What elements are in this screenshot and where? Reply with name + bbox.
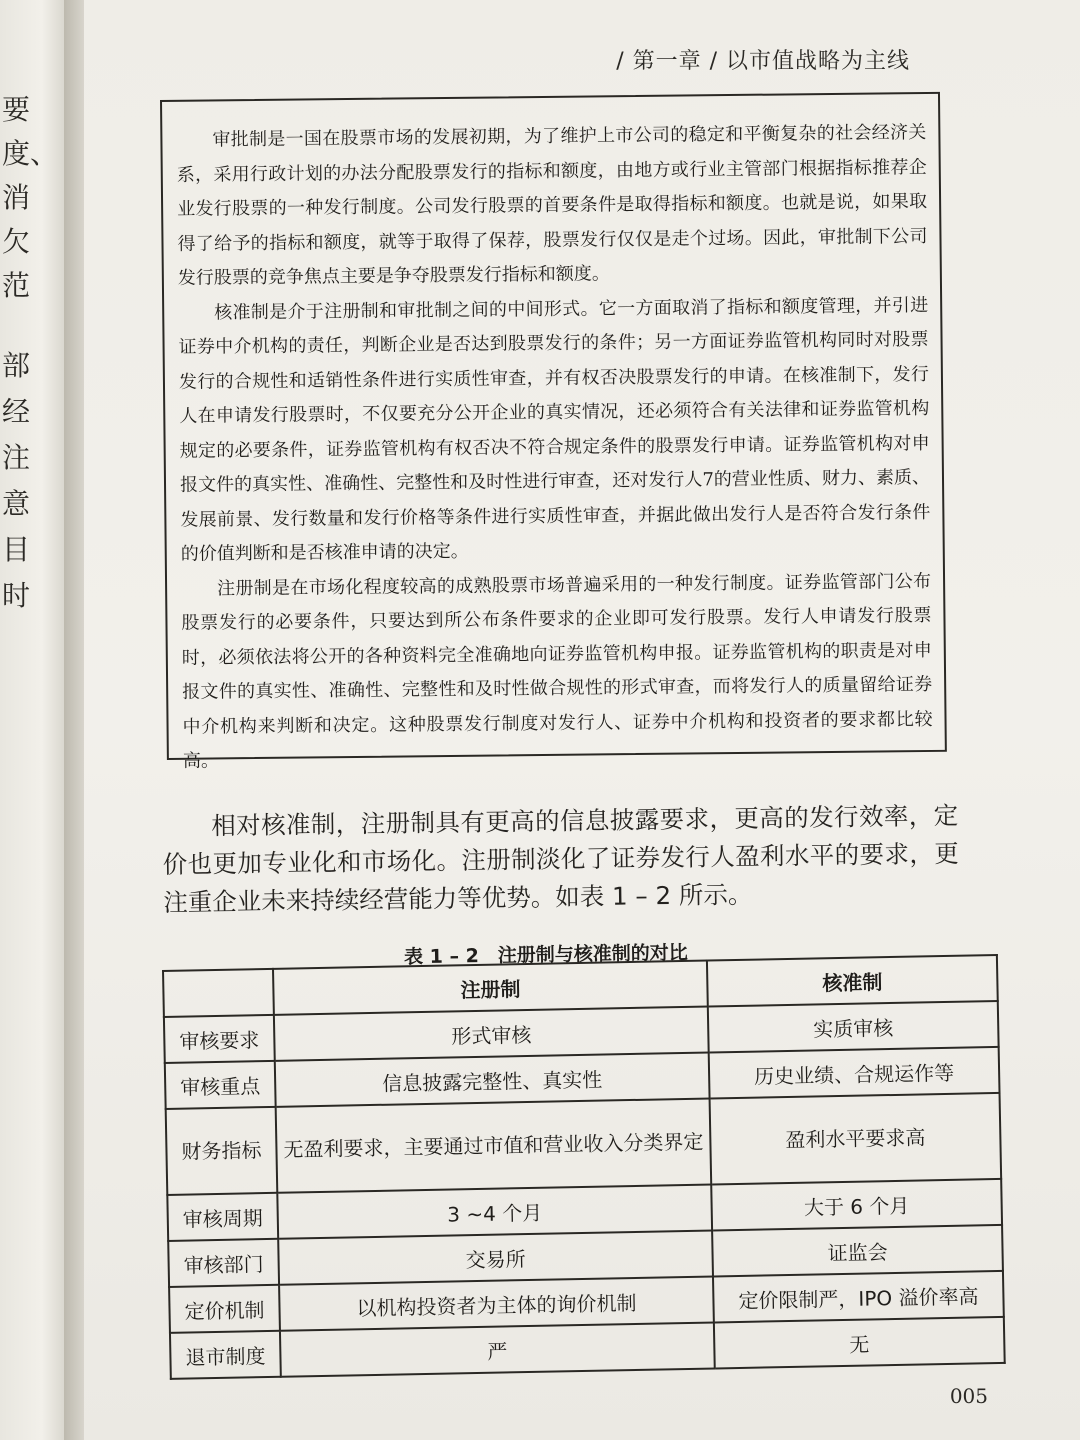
row-label: 退市制度 (170, 1331, 281, 1379)
comparison-table (162, 954, 1006, 1380)
table-caption: 表 1 – 2 注册制与核准制的对比 (403, 941, 688, 969)
left-edge-char: 度、 (2, 137, 59, 170)
row-label: 财务指标 (166, 1107, 278, 1195)
cell-registration: 形式审核 (274, 1007, 709, 1061)
left-edge-char: 目 (2, 533, 31, 566)
cell-verification: 盈利水平要求高 (710, 1093, 1002, 1185)
left-edge-char: 范 (2, 269, 31, 302)
row-label: 审核周期 (167, 1193, 278, 1241)
table-header-verification: 核准制 (707, 955, 998, 1007)
cell-registration: 交易所 (278, 1230, 713, 1284)
comparison-table-wrap (162, 954, 1006, 1380)
left-edge-char: 经 (2, 395, 31, 428)
cell-registration: 3 ~4 个月 (277, 1184, 712, 1238)
box-paragraph-approval: 审批制是一国在股票市场的发展初期，为了维护上市公司的稳定和平衡复杂的社会经济关系，采用行政计划的办法分配股票发行的指标和额度，由地方或行业主管部门根据指标推荐企业发行股票的一种发行制度。公司发行股票的首要条件是取得指标和额度。也就是说，如果取得了给予的指标和额度，就等于取得了保荐，股票发行仅仅是走个过场。因此，审批制下公司发行股票的竞争焦点主要是争夺股票发行指标和额度。 (176, 121, 928, 289)
cell-registration: 信息披露完整性、真实性 (275, 1053, 710, 1107)
row-label: 审核要求 (164, 1015, 275, 1063)
cell-verification: 证监会 (712, 1225, 1003, 1277)
cell-verification: 无 (714, 1317, 1005, 1369)
left-edge-char: 要 (2, 93, 31, 126)
cell-registration: 严 (280, 1322, 715, 1376)
row-label: 审核重点 (165, 1061, 276, 1109)
left-page-edge (0, 0, 70, 1440)
box-paragraph-verification: 核准制是介于注册制和审批制之间的中间形式。它一方面取消了指标和额度管理，并引进证券中介机构的责任，判断企业是否达到股票发行的条件；另一方面证券监管机构同时对股票发行的合规性和适销性条件进行实质性审查，并有权否决股票发行的申请。在核准制下，发行人在申请发行股票时，不仅要充分公开企业的真实情况，还必须符合有关法律和证券监管机构规定的必要条件，证券监管机构有权否决不符合规定条件的股票发行申请。证券监管机构对申报文件的真实性、准确性、完整性和及时性进行审查，还对发行人7的营业性质、财力、素质、发展前景、发行数量和发行价格等条件进行实质性审查，并据此做出发行人是否符合发行条件的价值判断和是否核准申请的决定。 (178, 294, 931, 565)
table-header-blank (163, 969, 274, 1017)
row-label: 定价机制 (169, 1285, 280, 1333)
left-edge-char: 时 (2, 579, 31, 612)
page-number: 005 (949, 1384, 988, 1408)
cell-registration: 以机构投资者为主体的询价机制 (279, 1276, 714, 1330)
cell-verification: 实质审核 (708, 1001, 999, 1053)
left-edge-char: 消 (2, 181, 31, 214)
table-header-registration: 注册制 (273, 961, 708, 1015)
book-page (84, 0, 1080, 1440)
cell-registration: 无盈利要求，主要通过市值和营业收入分类界定 (276, 1099, 712, 1193)
definition-box (160, 92, 947, 772)
body-paragraph: 相对核准制，注册制具有更高的信息披露要求，更高的发行效率，定价也更加专业化和市场化。注册制淡化了证券发行人盈利水平的要求，更注重企业未来持续经营能力等优势。如表 1 – 2 所示。 (162, 800, 959, 917)
running-head: / 第一章 / 以市值战略为主线 (616, 49, 910, 74)
left-edge-char: 意 (2, 487, 31, 520)
cell-verification: 大于 6 个月 (711, 1179, 1002, 1231)
cell-verification: 历史业绩、合规运作等 (709, 1047, 1000, 1099)
left-edge-char: 部 (2, 349, 31, 382)
row-label: 审核部门 (168, 1239, 279, 1287)
left-edge-char: 欠 (2, 225, 31, 258)
cell-verification: 定价限制严，IPO 溢价率高 (713, 1271, 1004, 1323)
box-paragraph-registration: 注册制是在市场化程度较高的成熟股票市场普遍采用的一种发行制度。证券监管部门公布股票发行的必要条件，只要达到所公布条件要求的企业即可发行股票。发行人申请发行股票时，必须依法将公开的各种资料完全准确地向证券监管机构申报。证券监管机构的职责是对申报文件的真实性、准确性、完整性和及时性做合规性的形式审查，而将发行人的质量留给证券中介机构来判断和决定。这种股票发行制度对发行人、证券中介机构和投资者的要求都比较高。 (181, 570, 933, 772)
table-row (166, 1093, 1001, 1195)
body-text (162, 797, 960, 922)
left-edge-char: 注 (2, 441, 31, 474)
